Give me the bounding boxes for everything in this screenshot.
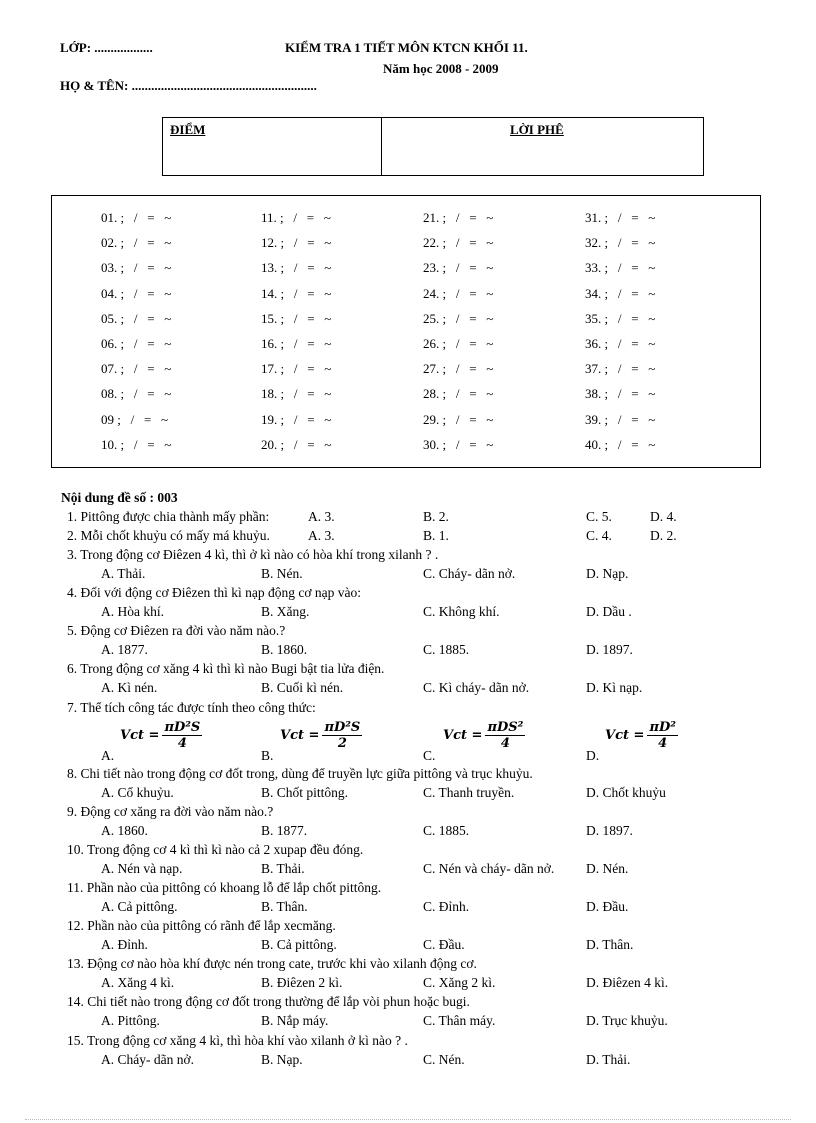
answer-cell: 22. ; / = ~ bbox=[423, 235, 494, 251]
answer-cell: 35. ; / = ~ bbox=[585, 310, 656, 326]
answer-cell: 08. ; / = ~ bbox=[101, 386, 172, 402]
question-text: 13. Động cơ nào hòa khí được nén trong cate, trước khi vào xilanh động cơ. bbox=[67, 956, 477, 971]
option-c: C. Đầu. bbox=[423, 937, 465, 952]
option-a: A. Cháy- dãn nở. bbox=[101, 1052, 194, 1067]
option-c: C. Nén. bbox=[423, 1052, 465, 1067]
answer-cell: 21. ; / = ~ bbox=[423, 210, 494, 225]
question-text: 7. Thể tích công tác được tính theo công thức: bbox=[67, 700, 316, 715]
answer-cell: 02. ; / = ~ bbox=[101, 235, 172, 251]
option-a: A. Kì nén. bbox=[101, 680, 158, 695]
answer-cell: 38. ; / = ~ bbox=[585, 386, 656, 402]
answer-cell: 19. ; / = ~ bbox=[261, 411, 332, 427]
student-name-label: HỌ & TÊN: ......................................................... bbox=[60, 78, 317, 93]
option-c: C. Kì cháy- dãn nở. bbox=[423, 680, 530, 695]
option-b: B. Thân. bbox=[261, 899, 308, 914]
question-text: 4. Đối với động cơ Điêzen thì kì nạp động cơ nạp vào: bbox=[67, 585, 361, 600]
formula-numerator: πDS² bbox=[487, 720, 524, 735]
question-text: 11. Phần nào của pittông có khoang lỗ để lắp chốt pittông. bbox=[67, 880, 382, 895]
formula-lhs: Vct = bbox=[443, 728, 483, 743]
answer-cell: 24. ; / = ~ bbox=[423, 285, 494, 301]
answer-cell: 32. ; / = ~ bbox=[585, 235, 656, 251]
content-heading: Nội dung đề số : 003 bbox=[61, 490, 178, 505]
option-a: A. 3. bbox=[308, 509, 335, 524]
formula-numerator: πD²S bbox=[164, 720, 201, 735]
answer-cell: 14. ; / = ~ bbox=[261, 285, 332, 301]
answer-cell: 33. ; / = ~ bbox=[585, 260, 656, 276]
question-text: 9. Động cơ xăng ra đời vào năm nào.? bbox=[67, 804, 274, 819]
answer-cell: 20. ; / = ~ bbox=[261, 436, 332, 452]
formula-lhs: Vct = bbox=[120, 728, 160, 743]
answer-cell: 40. ; / = ~ bbox=[585, 436, 656, 452]
option-a: A. 3. bbox=[308, 528, 335, 543]
formula-denominator: 4 bbox=[500, 736, 510, 751]
option-a: A. Thải. bbox=[101, 566, 146, 581]
question-text: 5. Động cơ Điêzen ra đời vào năm nào.? bbox=[67, 623, 286, 638]
option-b: B. Nắp máy. bbox=[261, 1013, 329, 1028]
option-c: C. Xăng 2 kì. bbox=[423, 975, 496, 990]
option-d: D. 4. bbox=[650, 509, 677, 524]
grade-box bbox=[162, 117, 704, 176]
class-label: LỚP: .................. bbox=[60, 40, 153, 55]
school-year: Năm học 2008 - 2009 bbox=[383, 61, 499, 76]
answer-cell: 30. ; / = ~ bbox=[423, 436, 494, 452]
formula-fraction bbox=[647, 720, 677, 751]
answer-cell: 25. ; / = ~ bbox=[423, 310, 494, 326]
option-b: B. 1877. bbox=[261, 823, 308, 838]
option-c: C. 5. bbox=[586, 509, 612, 524]
option-c: C. Không khí. bbox=[423, 604, 500, 619]
question-text: 1. Pittông được chia thành mấy phần: bbox=[67, 509, 270, 524]
question-text: 14. Chi tiết nào trong động cơ đốt trong thường để lắp vòi phun hoặc bugi. bbox=[67, 994, 470, 1009]
option-b: B. Cả pittông. bbox=[261, 937, 337, 952]
option-b: B. 1. bbox=[423, 528, 449, 543]
option-a: A. bbox=[101, 748, 115, 763]
option-d: D. Kì nạp. bbox=[586, 680, 643, 695]
option-a: A. Hòa khí. bbox=[101, 604, 164, 619]
question-text: 10. Trong động cơ 4 kì thì kì nào cả 2 xupap đều đóng. bbox=[67, 842, 364, 857]
answer-cell: 27. ; / = ~ bbox=[423, 361, 494, 377]
answer-cell: 06. ; / = ~ bbox=[101, 336, 172, 351]
option-a: A. 1877. bbox=[101, 642, 148, 657]
answer-cell: 18. ; / = ~ bbox=[261, 386, 332, 402]
option-d: D. Thân. bbox=[586, 937, 634, 952]
answer-cell: 39. ; / = ~ bbox=[585, 411, 656, 427]
option-b: B. Cuối kì nén. bbox=[261, 680, 344, 695]
answer-cell: 13. ; / = ~ bbox=[261, 260, 332, 276]
formula-numerator: πD² bbox=[649, 720, 676, 735]
option-d: D. 1897. bbox=[586, 642, 633, 657]
option-c: C. Nén và cháy- dãn nở. bbox=[423, 861, 555, 876]
option-d: D. 2. bbox=[650, 528, 677, 543]
answer-cell: 23. ; / = ~ bbox=[423, 260, 494, 276]
option-a: A. 1860. bbox=[101, 823, 148, 838]
answer-cell: 36. ; / = ~ bbox=[585, 336, 656, 351]
answer-cell: 34. ; / = ~ bbox=[585, 285, 656, 301]
formula-denominator: 4 bbox=[177, 736, 187, 751]
option-b: B. 1860. bbox=[261, 642, 308, 657]
answer-cell: 07. ; / = ~ bbox=[101, 361, 172, 377]
option-b: B. Điêzen 2 kì. bbox=[261, 975, 343, 990]
option-c: C. 1885. bbox=[423, 642, 470, 657]
option-c: C. 4. bbox=[586, 528, 612, 543]
option-b: B. 2. bbox=[423, 509, 449, 524]
answer-cell: 29. ; / = ~ bbox=[423, 411, 494, 427]
volume-formula bbox=[605, 720, 678, 751]
exam-title: KIỂM TRA 1 TIẾT MÔN KTCN KHỐI 11. bbox=[285, 40, 528, 55]
answer-cell: 16. ; / = ~ bbox=[261, 336, 332, 351]
option-a: A. Nén và nạp. bbox=[101, 861, 183, 876]
option-b: B. Thải. bbox=[261, 861, 305, 876]
answer-cell: 37. ; / = ~ bbox=[585, 361, 656, 377]
answer-cell: 04. ; / = ~ bbox=[101, 285, 172, 301]
option-a: A. Xăng 4 kì. bbox=[101, 975, 175, 990]
formula-denominator: 2 bbox=[337, 736, 347, 751]
formula-fraction bbox=[322, 720, 362, 751]
option-d: D. Điêzen 4 kì. bbox=[586, 975, 669, 990]
question-text: 15. Trong động cơ xăng 4 kì, thì hòa khí vào xilanh ở kì nào ? . bbox=[67, 1033, 408, 1048]
option-b: B. Nạp. bbox=[261, 1052, 303, 1067]
option-c: C. bbox=[423, 748, 436, 763]
answer-cell: 09 ; / = ~ bbox=[101, 411, 169, 427]
option-d: D. Dầu . bbox=[586, 604, 632, 619]
grade-divider bbox=[381, 118, 382, 175]
question-text: 3. Trong động cơ Điêzen 4 kì, thì ở kì nào có hòa khí trong xilanh ? . bbox=[67, 547, 439, 562]
answer-sheet bbox=[51, 195, 761, 468]
option-c: C. Đỉnh. bbox=[423, 899, 470, 914]
answer-cell: 15. ; / = ~ bbox=[261, 310, 332, 326]
answer-cell: 17. ; / = ~ bbox=[261, 361, 332, 377]
answer-cell: 31. ; / = ~ bbox=[585, 210, 656, 225]
option-d: D. Đầu. bbox=[586, 899, 629, 914]
answer-cell: 28. ; / = ~ bbox=[423, 386, 494, 402]
answer-cell: 05. ; / = ~ bbox=[101, 310, 172, 326]
option-b: B. Chốt pittông. bbox=[261, 785, 349, 800]
option-a: A. Cổ khuỷu. bbox=[101, 785, 174, 800]
formula-denominator: 4 bbox=[658, 736, 668, 751]
option-c: C. Thân máy. bbox=[423, 1013, 496, 1028]
option-d: D. Chốt khuỷu bbox=[586, 785, 666, 800]
answer-cell: 26. ; / = ~ bbox=[423, 336, 494, 351]
option-d: D. bbox=[586, 748, 600, 763]
volume-formula bbox=[120, 720, 202, 751]
answer-cell: 11. ; / = ~ bbox=[261, 210, 331, 225]
option-b: B. Nén. bbox=[261, 566, 303, 581]
option-b: B. bbox=[261, 748, 274, 763]
formula-fraction bbox=[162, 720, 202, 751]
option-c: C. 1885. bbox=[423, 823, 470, 838]
footer-divider bbox=[25, 1119, 791, 1120]
comment-label: LỜI PHÊ bbox=[510, 122, 564, 137]
formula-lhs: Vct = bbox=[280, 728, 320, 743]
option-a: A. Cả pittông. bbox=[101, 899, 178, 914]
answer-cell: 01. ; / = ~ bbox=[101, 210, 172, 225]
option-d: D. Nén. bbox=[586, 861, 629, 876]
answer-cell: 03. ; / = ~ bbox=[101, 260, 172, 276]
option-c: C. Thanh truyền. bbox=[423, 785, 515, 800]
question-text: 2. Mỗi chốt khuỷu có mấy má khuỷu. bbox=[67, 528, 270, 543]
answer-cell: 10. ; / = ~ bbox=[101, 436, 172, 452]
option-a: A. Đỉnh. bbox=[101, 937, 148, 952]
formula-lhs: Vct = bbox=[605, 728, 645, 743]
option-d: D. 1897. bbox=[586, 823, 633, 838]
volume-formula bbox=[280, 720, 362, 751]
option-b: B. Xăng. bbox=[261, 604, 310, 619]
score-label: ĐIỂM bbox=[170, 122, 206, 137]
option-d: D. Thải. bbox=[586, 1052, 631, 1067]
volume-formula bbox=[443, 720, 525, 751]
option-d: D. Trục khuỷu. bbox=[586, 1013, 668, 1028]
question-text: 12. Phần nào của pittông có rãnh để lắp xecmăng. bbox=[67, 918, 336, 933]
formula-numerator: πD²S bbox=[324, 720, 361, 735]
option-c: C. Cháy- dãn nở. bbox=[423, 566, 516, 581]
formula-fraction bbox=[485, 720, 525, 751]
option-d: D. Nạp. bbox=[586, 566, 629, 581]
question-text: 8. Chi tiết nào trong động cơ đốt trong, dùng để truyền lực giữa pittông và trục khuỷu. bbox=[67, 766, 533, 781]
answer-cell: 12. ; / = ~ bbox=[261, 235, 332, 251]
question-text: 6. Trong động cơ xăng 4 kì thì kì nào Bugi bật tia lửa điện. bbox=[67, 661, 385, 676]
option-a: A. Pittông. bbox=[101, 1013, 160, 1028]
